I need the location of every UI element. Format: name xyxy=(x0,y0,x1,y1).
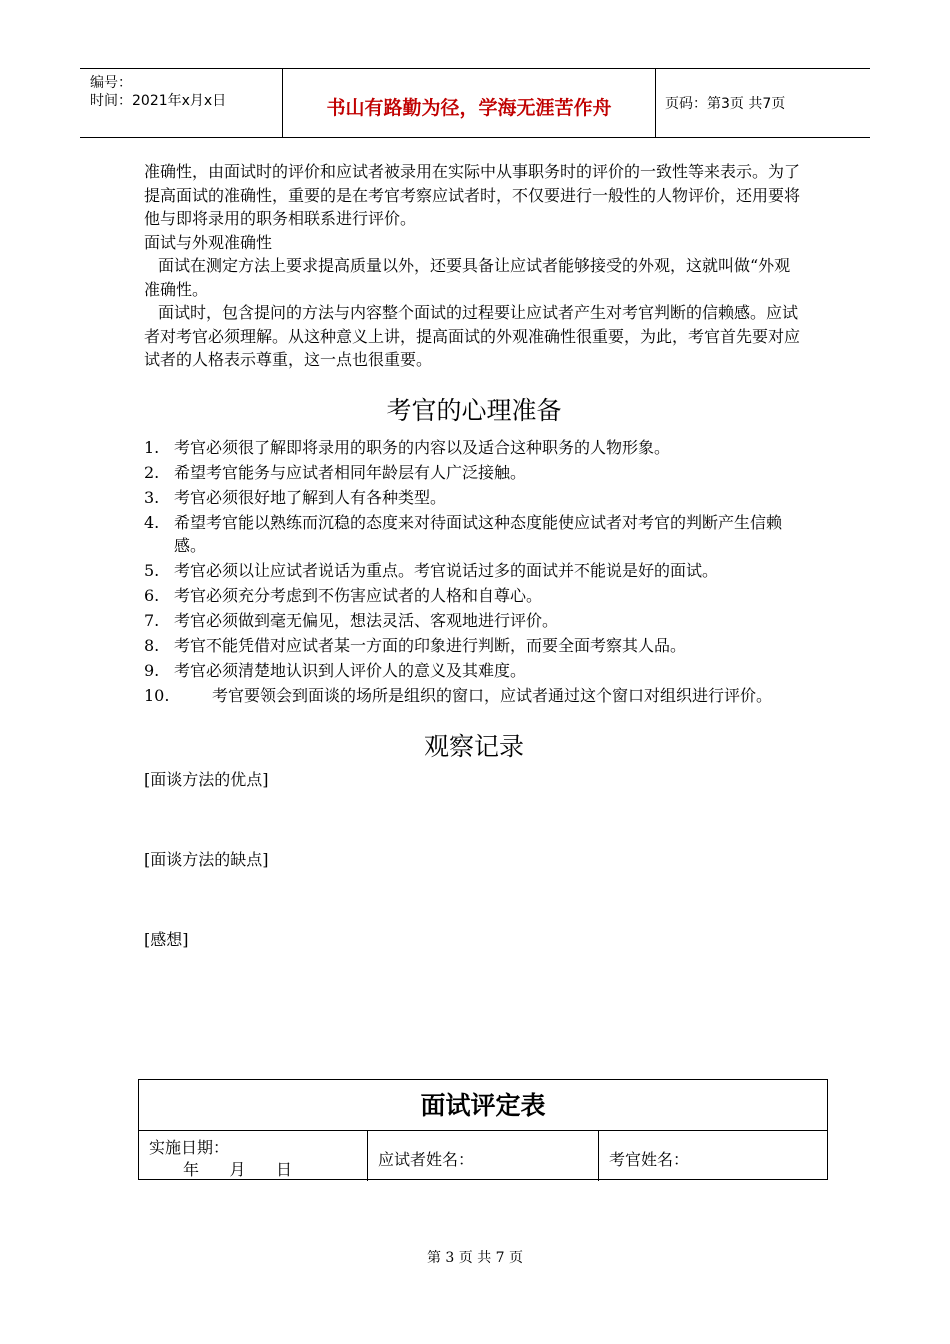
list-number: 3. xyxy=(144,487,160,507)
cons-label: [面谈方法的缺点] xyxy=(144,849,269,869)
page-header xyxy=(80,68,870,138)
time-label: 时间：2021年x月x日 xyxy=(90,93,227,109)
subheading-appearance: 面试与外观准确性 xyxy=(144,232,273,252)
main-content xyxy=(144,160,804,988)
list-text: 考官必须做到毫无偏见，想法灵活、客观地进行评价。 xyxy=(174,611,559,630)
list-text: 考官必须清楚地认识到人评价人的意义及其难度。 xyxy=(174,661,527,680)
list-item xyxy=(144,584,804,608)
list-text: 希望考官能务与应试者相同年龄层有人广泛接触。 xyxy=(174,462,527,482)
list-number: 4. xyxy=(144,512,160,532)
date-cell[interactable] xyxy=(139,1131,368,1181)
list-item xyxy=(144,559,804,583)
date-fields: 年 月 日 xyxy=(183,1160,293,1179)
candidate-name-cell[interactable] xyxy=(368,1131,599,1181)
examiner-name-cell[interactable] xyxy=(599,1131,827,1181)
header-meta xyxy=(80,69,283,137)
preparation-list xyxy=(144,436,804,708)
list-text: 考官不能凭借对应试者某一方面的印象进行判断，而要全面考察其人品。 xyxy=(174,636,687,655)
list-item xyxy=(144,461,804,485)
paragraph-trust: 面试时，包含提问的方法与内容整个面试的过程要让应试者产生对考官判断的信赖感。应试者对考官必须理解。从这种意义上讲，提高面试的外观准确性很重要，为此，考官首先要对应试者的人格表示尊重，这一点也很重要。 xyxy=(144,303,801,369)
list-number: 6. xyxy=(144,586,160,605)
section-title-preparation: 考官的心理准备 xyxy=(386,395,562,425)
list-item xyxy=(144,684,804,708)
list-number: 8. xyxy=(144,636,160,655)
page-footer: 第 3 页 共 7 页 xyxy=(426,1250,524,1266)
list-text: 考官必须很好地了解到人有各种类型。 xyxy=(174,487,447,507)
list-text: 希望考官能以熟练而沉稳的态度来对待面试这种态度能使应试者对考官的判断产生信赖感。 xyxy=(174,512,783,555)
list-item xyxy=(144,436,804,460)
header-page-label: 页码：第3页 共7页 xyxy=(665,96,786,112)
pros-label: [面谈方法的优点] xyxy=(144,769,269,789)
list-text: 考官必须很了解即将录用的职务的内容以及适合这种职务的人物形象。 xyxy=(174,437,671,457)
examiner-name-label: 考官姓名： xyxy=(609,1150,690,1169)
candidate-name-label: 应试者姓名： xyxy=(378,1150,475,1169)
list-number: 7. xyxy=(144,611,160,630)
header-motto: 书山有路勤为径，学海无涯苦作舟 xyxy=(326,97,612,119)
list-number: 10. xyxy=(144,686,170,705)
thoughts-label: [感想] xyxy=(144,929,189,949)
paragraph-appearance: 面试在测定方法上要求提高质量以外，还要具备让应试者能够接受的外观，这就叫做“外观准确性。 xyxy=(144,256,791,299)
form-row xyxy=(139,1131,827,1181)
list-number: 9. xyxy=(144,661,160,680)
list-item xyxy=(144,659,804,683)
paragraph-accuracy: 准确性，由面试时的评价和应试者被录用在实际中从事职务时的评价的一致性等来表示。为了提高面试的准确性，重要的是在考官考察应试者时，不仅要进行一般性的人物评价，还用要将他与即将录用的职务相联系进行评价。 xyxy=(144,162,801,228)
list-text: 考官要领会到面谈的场所是组织的窗口，应试者通过这个窗口对组织进行评价。 xyxy=(212,686,773,705)
evaluation-form xyxy=(138,1079,828,1180)
observation-section xyxy=(144,732,804,988)
list-number: 5. xyxy=(144,561,160,580)
list-item xyxy=(144,511,804,558)
list-item xyxy=(144,609,804,633)
number-label: 编号： xyxy=(90,75,132,91)
list-text: 考官必须以让应试者说话为重点。考官说话过多的面试并不能说是好的面试。 xyxy=(174,561,719,580)
form-title: 面试评定表 xyxy=(139,1080,827,1131)
list-text: 考官必须充分考虑到不伤害应试者的人格和自尊心。 xyxy=(174,586,543,605)
header-motto-cell xyxy=(283,69,656,137)
list-item xyxy=(144,634,804,658)
date-label: 实施日期： xyxy=(149,1138,230,1157)
list-item xyxy=(144,486,804,510)
list-number: 2. xyxy=(144,462,160,482)
list-number: 1. xyxy=(144,437,160,457)
section-title-observation: 观察记录 xyxy=(423,731,524,761)
